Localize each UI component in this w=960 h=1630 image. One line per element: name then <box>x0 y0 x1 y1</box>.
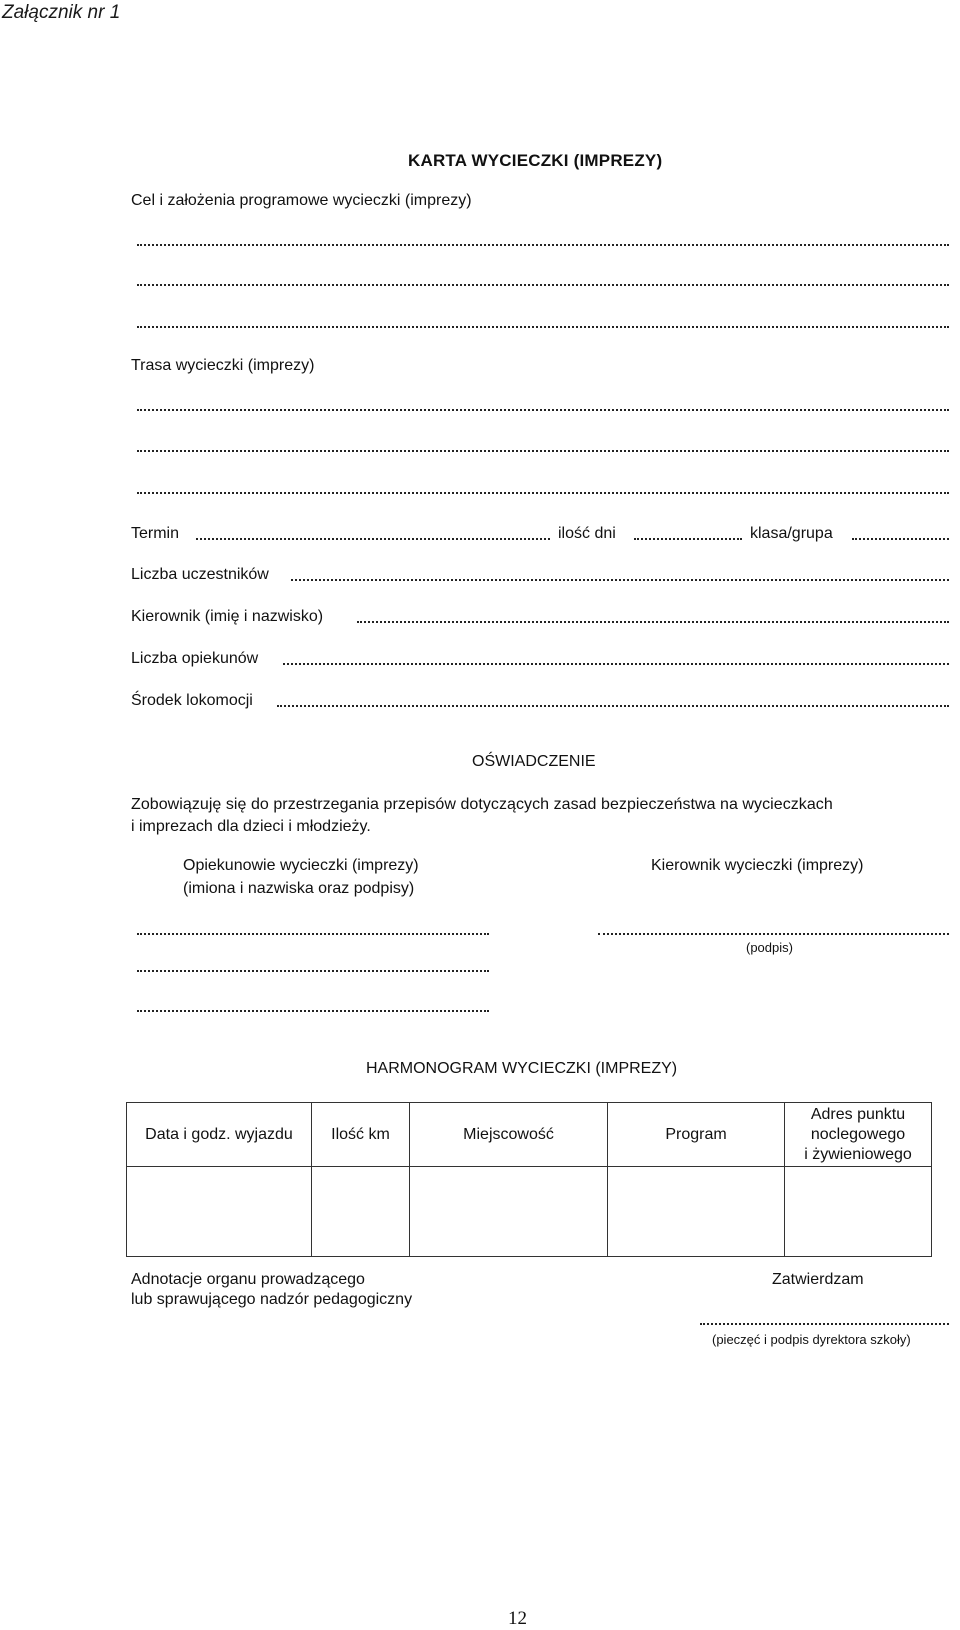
goals-label: Cel i założenia programowe wycieczki (imprezy) <box>131 192 472 209</box>
goals-line-2[interactable] <box>137 284 949 286</box>
schedule-header-row <box>127 1103 932 1167</box>
goals-line-3[interactable] <box>137 326 949 328</box>
cell-km[interactable] <box>312 1167 410 1257</box>
days-label: ilość dni <box>558 525 616 542</box>
director-signature-caption: (pieczęć i podpis dyrektora szkoły) <box>712 1332 911 1347</box>
days-field[interactable] <box>634 538 742 540</box>
col-date-header: Data i godz. wyjazdu <box>127 1103 312 1167</box>
guardian-signature-line-2[interactable] <box>137 970 489 972</box>
participants-field[interactable] <box>291 579 949 581</box>
page-number: 12 <box>508 1608 527 1629</box>
route-line-2[interactable] <box>137 450 949 452</box>
route-line-1[interactable] <box>137 409 949 411</box>
guardians-heading: Opiekunowie wycieczki (imprezy) <box>183 857 419 874</box>
class-label: klasa/grupa <box>750 525 833 542</box>
notes-label: Adnotacje organu prowadzącego <box>131 1271 365 1288</box>
class-field[interactable] <box>852 538 949 540</box>
cell-program[interactable] <box>608 1167 785 1257</box>
notes-label-2: lub sprawującego nadzór pedagogiczny <box>131 1291 413 1308</box>
guardians-subheading: (imiona i nazwiska oraz podpisy) <box>183 880 415 897</box>
guardians-count-field[interactable] <box>283 663 949 665</box>
leader-label: Kierownik (imię i nazwisko) <box>131 608 324 625</box>
declaration-heading: OŚWIADCZENIE <box>472 753 596 770</box>
declaration-text-line-1: Zobowiązuję się do przestrzegania przepisów dotyczących zasad bezpieczeństwa na wycieczkach <box>131 796 833 813</box>
attachment-label: Załącznik nr 1 <box>2 2 121 23</box>
term-field[interactable] <box>196 538 550 540</box>
signature-caption: (podpis) <box>746 940 793 955</box>
leader-signature-line[interactable] <box>598 933 949 935</box>
col-address-line-1: Adres punktu <box>810 1105 906 1123</box>
route-line-3[interactable] <box>137 492 949 494</box>
cell-place[interactable] <box>410 1167 608 1257</box>
form-title: KARTA WYCIECZKI (IMPREZY) <box>408 151 663 170</box>
schedule-heading: HARMONOGRAM WYCIECZKI (IMPREZY) <box>366 1060 678 1077</box>
director-signature-line[interactable] <box>700 1323 949 1325</box>
goals-line-1[interactable] <box>137 244 949 246</box>
route-label: Trasa wycieczki (imprezy) <box>131 357 315 374</box>
participants-label: Liczba uczestników <box>131 566 269 583</box>
approve-label: Zatwierdzam <box>772 1271 864 1288</box>
declaration-text-line-2: i imprezach dla dzieci i młodzieży. <box>131 818 371 835</box>
cell-address[interactable] <box>785 1167 932 1257</box>
col-km-header: Ilość km <box>312 1103 410 1167</box>
col-place-header: Miejscowość <box>410 1103 608 1167</box>
leader-field[interactable] <box>357 621 949 623</box>
guardians-count-label: Liczba opiekunów <box>131 650 259 667</box>
transport-label: Środek lokomocji <box>131 692 253 709</box>
leader-signature-heading: Kierownik wycieczki (imprezy) <box>651 857 864 874</box>
col-address-line-3: i żywieniowego <box>804 1145 912 1163</box>
col-address-header <box>785 1103 932 1167</box>
guardian-signature-line-1[interactable] <box>137 933 489 935</box>
term-label: Termin <box>131 525 180 542</box>
cell-date[interactable] <box>127 1167 312 1257</box>
col-address-line-2: noclegowego <box>810 1125 906 1143</box>
col-program-header: Program <box>608 1103 785 1167</box>
guardian-signature-line-3[interactable] <box>137 1010 489 1012</box>
transport-field[interactable] <box>277 705 949 707</box>
schedule-row <box>127 1167 932 1257</box>
schedule-table <box>126 1102 932 1257</box>
